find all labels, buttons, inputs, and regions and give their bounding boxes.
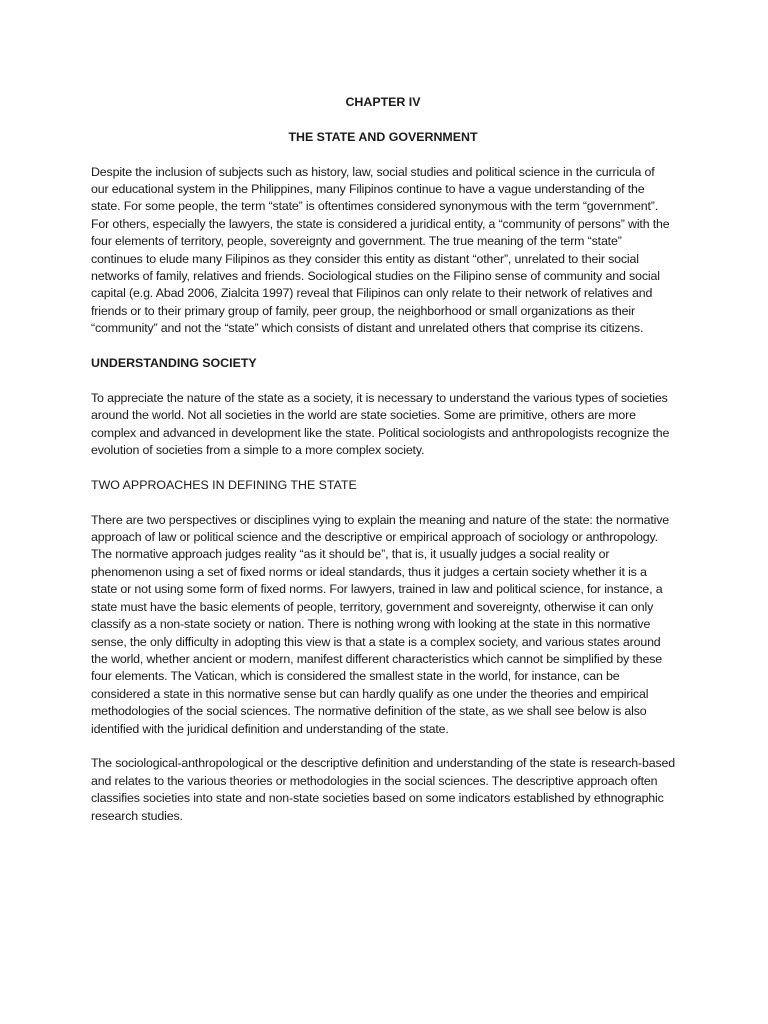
chapter-label: CHAPTER IV (345, 95, 421, 109)
paragraph-understanding-society: To appreciate the nature of the state as a society, it is necessary to understand the various types of societies around the world. Not all societies in the world are state societies. Some are primitive, others are more complex and advanced in development like the state. Political sociologists and anthropologists recognize the evolution of societies from a simple to a more complex society. (91, 390, 670, 458)
paragraph-intro: Despite the inclusion of subjects such as history, law, social studies and political science in the curricula of our educational system in the Philippines, many Filipinos continue to have a vague understanding of the state. For some people, the term “state” is oftentimes considered synonymous with the term “government”. For others, especially the lawyers, the state is considered a juridical entity, a “community of persons” with the four elements of territory, people, sovereignty and government. The true meaning of the term “state” continues to elude many Filipinos as they consider this entity as distant “other”, unrelated to their social networks of family, relatives and friends. Sociological studies on the Filipino sense of community and social capital (e.g. Abad 2006, Zialcita 1997) reveal that Filipinos can only relate to their network of relatives and friends or to their primary group of family, peer group, the neighborhood or small organizations as their “community” and not the “state” which consists of distant and unrelated others that comprise its citizens. (91, 164, 670, 336)
section-heading-understanding-society: UNDERSTANDING SOCIETY (91, 356, 257, 371)
paragraph-descriptive-approach: The sociological-anthropological or the descriptive definition and understanding of the state is research-based and relates to the various theories or methodologies in the social sciences. The descriptive approach often classifies societies into state and non-state societies based on some indicators established by ethnographic research studies. (91, 756, 675, 823)
paragraph-normative-approach: There are two perspectives or disciplines vying to explain the meaning and nature of the state: the normative approach of law or political science and the descriptive or empirical approach of sociology or anthropology. The normative approach judges reality “as it should be”, that is, it usually judges a social reality or phenomenon using a set of fixed norms or ideal standards, thus it judges a certain society whether it is a state or not using some form of fixed norms. For lawyers, trained in law and political science, for instance, a state must have the basic elements of people, territory, government and sovereignty, otherwise it can only classify as a non-state society or nation. There is nothing wrong with looking at the state in this normative sense, the only difficulty in adopting this view is that a state is a complex society, and various states around the world, whether ancient or modern, manifest different characteristics which cannot be simplified by these four elements. The Vatican, which is considered the smallest state in the world, for instance, can be considered a state in this normative sense but can hardly qualify as one under the theories and empirical methodologies of the social sciences. The normative definition of the state, as we shall see below is also identified with the juridical definition and understanding of the state. (91, 512, 670, 736)
document-body (91, 94, 675, 842)
chapter-title: THE STATE AND GOVERNMENT (288, 129, 478, 144)
section-heading-two-approaches: TWO APPROACHES IN DEFINING THE STATE (91, 477, 357, 492)
